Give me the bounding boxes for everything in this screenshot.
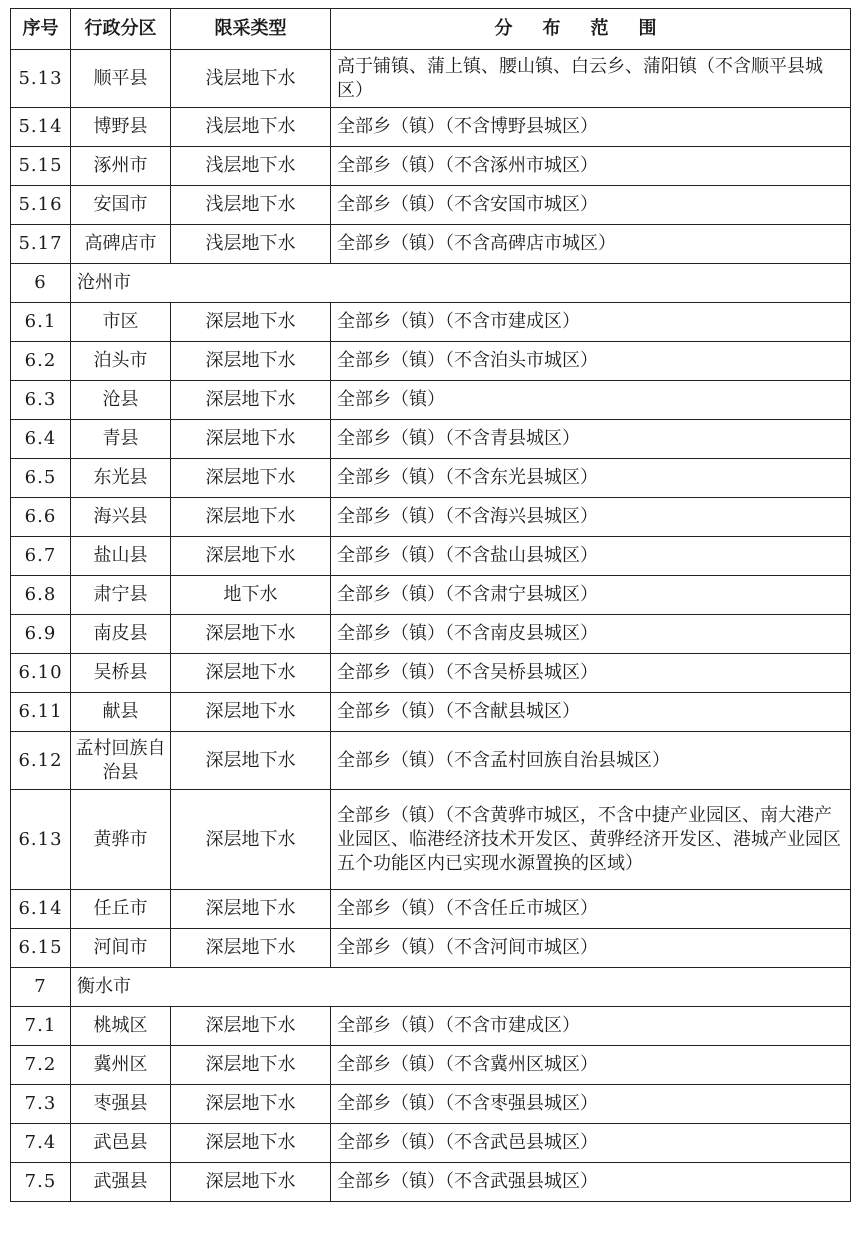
district-name: 南皮县 — [71, 615, 171, 654]
district-name: 孟村回族自治县 — [71, 732, 171, 790]
row-number: 7.2 — [11, 1046, 71, 1085]
distribution-scope: 全部乡（镇）（不含南皮县城区） — [331, 615, 851, 654]
restriction-type: 深层地下水 — [171, 890, 331, 929]
row-number: 6.1 — [11, 303, 71, 342]
row-number: 7 — [11, 968, 71, 1007]
restriction-type: 浅层地下水 — [171, 108, 331, 147]
restriction-type: 深层地下水 — [171, 1163, 331, 1202]
table-row — [11, 459, 851, 498]
distribution-scope: 全部乡（镇）（不含市建成区） — [331, 303, 851, 342]
district-name: 肃宁县 — [71, 576, 171, 615]
district-name: 顺平县 — [71, 50, 171, 108]
distribution-scope: 全部乡（镇）（不含河间市城区） — [331, 929, 851, 968]
restriction-type: 浅层地下水 — [171, 147, 331, 186]
row-number: 6 — [11, 264, 71, 303]
distribution-scope: 全部乡（镇）（不含青县城区） — [331, 420, 851, 459]
city-name: 沧州市 — [71, 264, 851, 303]
table-row — [11, 1085, 851, 1124]
header-district: 行政分区 — [71, 9, 171, 50]
restriction-type: 深层地下水 — [171, 420, 331, 459]
district-name: 武邑县 — [71, 1124, 171, 1163]
row-number: 6.8 — [11, 576, 71, 615]
district-name: 沧县 — [71, 381, 171, 420]
row-number: 6.11 — [11, 693, 71, 732]
restriction-type: 深层地下水 — [171, 1085, 331, 1124]
distribution-scope: 全部乡（镇）（不含枣强县城区） — [331, 1085, 851, 1124]
restriction-type: 浅层地下水 — [171, 225, 331, 264]
distribution-scope: 高于铺镇、蒲上镇、腰山镇、白云乡、蒲阳镇（不含顺平县城区） — [331, 50, 851, 108]
distribution-scope: 全部乡（镇）（不含涿州市城区） — [331, 147, 851, 186]
table-row — [11, 147, 851, 186]
table-row — [11, 108, 851, 147]
row-number: 6.12 — [11, 732, 71, 790]
district-name: 泊头市 — [71, 342, 171, 381]
table-row — [11, 1163, 851, 1202]
restriction-type: 深层地下水 — [171, 615, 331, 654]
groundwater-restriction-table — [10, 8, 851, 1202]
table-row — [11, 732, 851, 790]
district-name: 任丘市 — [71, 890, 171, 929]
restriction-type: 深层地下水 — [171, 342, 331, 381]
row-number: 6.15 — [11, 929, 71, 968]
restriction-type: 浅层地下水 — [171, 50, 331, 108]
restriction-type: 地下水 — [171, 576, 331, 615]
district-name: 博野县 — [71, 108, 171, 147]
table-row — [11, 498, 851, 537]
document-page — [10, 8, 850, 1202]
district-name: 青县 — [71, 420, 171, 459]
restriction-type: 深层地下水 — [171, 459, 331, 498]
table-row — [11, 654, 851, 693]
header-type: 限采类型 — [171, 9, 331, 50]
district-name: 桃城区 — [71, 1007, 171, 1046]
district-name: 高碑店市 — [71, 225, 171, 264]
city-section-row — [11, 968, 851, 1007]
row-number: 6.3 — [11, 381, 71, 420]
restriction-type: 深层地下水 — [171, 732, 331, 790]
distribution-scope: 全部乡（镇）（不含高碑店市城区） — [331, 225, 851, 264]
district-name: 吴桥县 — [71, 654, 171, 693]
table-row — [11, 50, 851, 108]
restriction-type: 深层地下水 — [171, 381, 331, 420]
row-number: 7.5 — [11, 1163, 71, 1202]
row-number: 6.2 — [11, 342, 71, 381]
header-no: 序号 — [11, 9, 71, 50]
table-row — [11, 576, 851, 615]
district-name: 海兴县 — [71, 498, 171, 537]
table-row — [11, 790, 851, 890]
distribution-scope: 全部乡（镇）（不含武邑县城区） — [331, 1124, 851, 1163]
table-row — [11, 693, 851, 732]
table-row — [11, 890, 851, 929]
distribution-scope: 全部乡（镇） — [331, 381, 851, 420]
table-row — [11, 420, 851, 459]
row-number: 6.14 — [11, 890, 71, 929]
row-number: 6.7 — [11, 537, 71, 576]
header-scope: 分布范围 — [331, 9, 851, 50]
row-number: 5.16 — [11, 186, 71, 225]
district-name: 涿州市 — [71, 147, 171, 186]
district-name: 东光县 — [71, 459, 171, 498]
district-name: 枣强县 — [71, 1085, 171, 1124]
row-number: 5.14 — [11, 108, 71, 147]
restriction-type: 深层地下水 — [171, 303, 331, 342]
district-name: 黄骅市 — [71, 790, 171, 890]
distribution-scope: 全部乡（镇）（不含孟村回族自治县城区） — [331, 732, 851, 790]
table-row — [11, 381, 851, 420]
distribution-scope: 全部乡（镇）（不含市建成区） — [331, 1007, 851, 1046]
table-row — [11, 225, 851, 264]
distribution-scope: 全部乡（镇）（不含武强县城区） — [331, 1163, 851, 1202]
distribution-scope: 全部乡（镇）（不含献县城区） — [331, 693, 851, 732]
distribution-scope: 全部乡（镇）（不含盐山县城区） — [331, 537, 851, 576]
city-section-row — [11, 264, 851, 303]
restriction-type: 深层地下水 — [171, 537, 331, 576]
row-number: 6.9 — [11, 615, 71, 654]
restriction-type: 深层地下水 — [171, 1007, 331, 1046]
row-number: 6.4 — [11, 420, 71, 459]
table-row — [11, 303, 851, 342]
distribution-scope: 全部乡（镇）（不含冀州区城区） — [331, 1046, 851, 1085]
district-name: 市区 — [71, 303, 171, 342]
row-number: 5.15 — [11, 147, 71, 186]
distribution-scope: 全部乡（镇）（不含肃宁县城区） — [331, 576, 851, 615]
restriction-type: 深层地下水 — [171, 654, 331, 693]
district-name: 盐山县 — [71, 537, 171, 576]
distribution-scope: 全部乡（镇）（不含东光县城区） — [331, 459, 851, 498]
table-row — [11, 1007, 851, 1046]
restriction-type: 深层地下水 — [171, 790, 331, 890]
row-number: 6.10 — [11, 654, 71, 693]
district-name: 冀州区 — [71, 1046, 171, 1085]
table-row — [11, 186, 851, 225]
district-name: 献县 — [71, 693, 171, 732]
table-header-row — [11, 9, 851, 50]
restriction-type: 深层地下水 — [171, 1124, 331, 1163]
restriction-type: 深层地下水 — [171, 693, 331, 732]
restriction-type: 深层地下水 — [171, 498, 331, 537]
restriction-type: 浅层地下水 — [171, 186, 331, 225]
table-row — [11, 537, 851, 576]
city-name: 衡水市 — [71, 968, 851, 1007]
distribution-scope: 全部乡（镇）（不含黄骅市城区，不含中捷产业园区、南大港产业园区、临港经济技术开发区、黄骅经济开发区、港城产业园区五个功能区内已实现水源置换的区域） — [331, 790, 851, 890]
distribution-scope: 全部乡（镇）（不含吴桥县城区） — [331, 654, 851, 693]
row-number: 6.6 — [11, 498, 71, 537]
row-number: 6.5 — [11, 459, 71, 498]
restriction-type: 深层地下水 — [171, 1046, 331, 1085]
table-row — [11, 615, 851, 654]
table-row — [11, 929, 851, 968]
distribution-scope: 全部乡（镇）（不含泊头市城区） — [331, 342, 851, 381]
table-row — [11, 1046, 851, 1085]
district-name: 安国市 — [71, 186, 171, 225]
distribution-scope: 全部乡（镇）（不含海兴县城区） — [331, 498, 851, 537]
distribution-scope: 全部乡（镇）（不含安国市城区） — [331, 186, 851, 225]
table-row — [11, 1124, 851, 1163]
distribution-scope: 全部乡（镇）（不含任丘市城区） — [331, 890, 851, 929]
row-number: 7.4 — [11, 1124, 71, 1163]
restriction-type: 深层地下水 — [171, 929, 331, 968]
row-number: 5.13 — [11, 50, 71, 108]
district-name: 武强县 — [71, 1163, 171, 1202]
district-name: 河间市 — [71, 929, 171, 968]
table-row — [11, 342, 851, 381]
row-number: 7.3 — [11, 1085, 71, 1124]
row-number: 7.1 — [11, 1007, 71, 1046]
row-number: 5.17 — [11, 225, 71, 264]
table-body — [11, 50, 851, 1202]
distribution-scope: 全部乡（镇）（不含博野县城区） — [331, 108, 851, 147]
row-number: 6.13 — [11, 790, 71, 890]
